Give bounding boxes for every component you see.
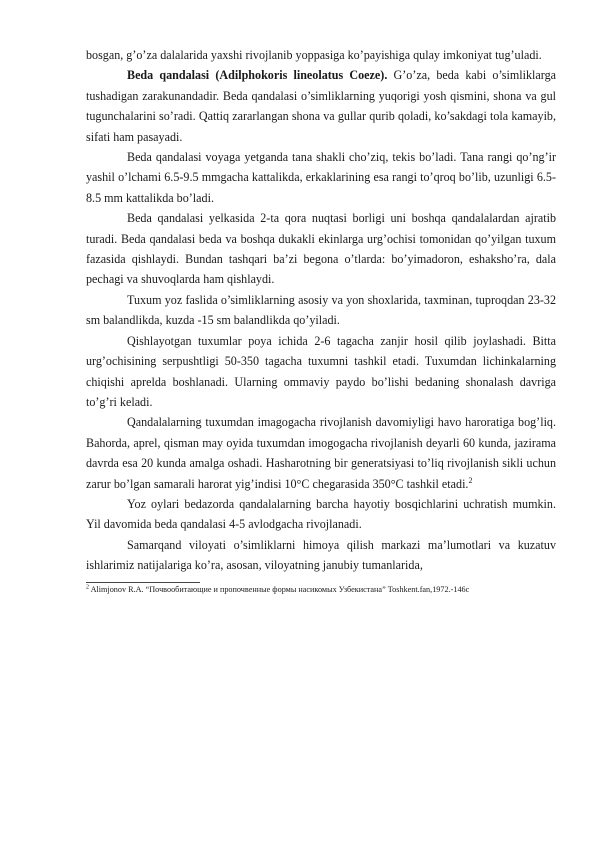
paragraph-egg-laying [86, 290, 556, 331]
paragraph-overwintering [86, 331, 556, 413]
paragraph-continuation [86, 45, 556, 65]
paragraph-text: Samarqand viloyati o’simliklarni himoya qilish markazi ma’lumotlari va kuzatuv ishlarimiz natijalariga ko’ra, asosan, viloyatning janubiy tumanlarida, [86, 537, 556, 573]
paragraph-text: Tuxum yoz faslida o’simliklarning asosiy va yon shoxlarida, taxminan, tuproqdan 23-32 sm balandlikda, kuzda -15 sm balandlikda qo’yiladi. [86, 292, 556, 328]
footnote-reference[interactable]: 2 [468, 475, 473, 485]
paragraph-text: Qandalalarning tuxumdan imagogacha rivojlanish davomiyligi havo haroratiga bog’liq. Bahorda, aprel, qisman may oyida tuxumdan imogogacha rivojlanish deyarli 60 kunda, jazirama davrda esa 20 kunda amalga oshadi. Hasharotning bir generatsiyasi to’liq rivojlanish sikli uchun zarur bo’lgan samarali harorat yig’indisi 10°C chegarasida 350°C tashkil etadi. [86, 415, 556, 491]
paragraph-development [86, 412, 556, 494]
paragraph-text: Yoz oylari bedazorda qandalalarning barcha hayotiy bosqichlarini uchratish mumkin. Yil davomida beda qandalasi 4-5 avlodgacha rivojlanadi. [86, 496, 556, 532]
paragraph-text: Beda qandalasi voyaga yetganda tana shakli cho’ziq, tekis bo’ladi. Tana rangi qo’ng’ir yashil o’lchami 6.5-9.5 mmgacha kattalikda, erkaklarining esa rangi to’qroq bo’lib, uzunligi 6.5-8.5 mm kattalikda bo’ladi. [86, 150, 556, 205]
document-page [86, 45, 556, 595]
paragraph-identification [86, 208, 556, 290]
footnote-divider [86, 582, 200, 583]
paragraph-description [86, 147, 556, 208]
footnote-text: Alimjonov R.A. “Почвообитающие и пропочвенные формы насикомых Узбекистана” Toshkent.fan,1972.-146с [89, 584, 470, 594]
paragraph-text: Qishlayotgan tuxumlar poya ichida 2-6 tagacha zanjir hosil qilib joylashadi. Bitta urg’ochisining serpushtligi 50-350 tagacha tuxumni tashkil etadi. Tuxumdan lichinkalarning chiqishi aprelda boshlanadi. Ularning ommaviy paydo bo’lishi bedaning shonalash davriga to’g’ri keladi. [86, 333, 556, 409]
footnote [86, 585, 556, 596]
paragraph-text: G’o’za, beda kabi o’simliklarga tushadigan zarakunandadir. Beda qandalasi o’simliklarning yuqorigi yosh qismini, shona va gul tugunchalarini so’radi. Qattiq zararlangan shona va gullar qurib qoladi, ko’sakdagi tola kamayib, sifati ham pasayadi. [86, 68, 556, 144]
paragraph-samarqand [86, 535, 556, 576]
paragraph-text: Beda qandalasi yelkasida 2-ta qora nuqtasi borligi uni boshqa qandalalardan ajratib turadi. Beda qandalasi beda va boshqa dukakli ekinlarga urg’ochisi tomonidan qo’yilgan tuxum fazasida qishlaydi. Bundan tashqari ba’zi begona o’tlarda: bo’yimadoron, eshaksho’ra, dala pechagi va shuvoqlarda ham qishlaydi. [86, 211, 556, 287]
species-heading: Beda qandalasi (Adilphokoris lineolatus Coeze). [127, 68, 388, 83]
paragraph-generations [86, 494, 556, 535]
paragraph-beda-qandalasi-intro [86, 65, 556, 147]
paragraph-text: bosgan, g’o’za dalalarida yaxshi rivojlanib yoppasiga ko’payishiga qulay imkoniyat tug’uladi. [86, 48, 542, 62]
footnote-number: 2 [86, 583, 89, 590]
